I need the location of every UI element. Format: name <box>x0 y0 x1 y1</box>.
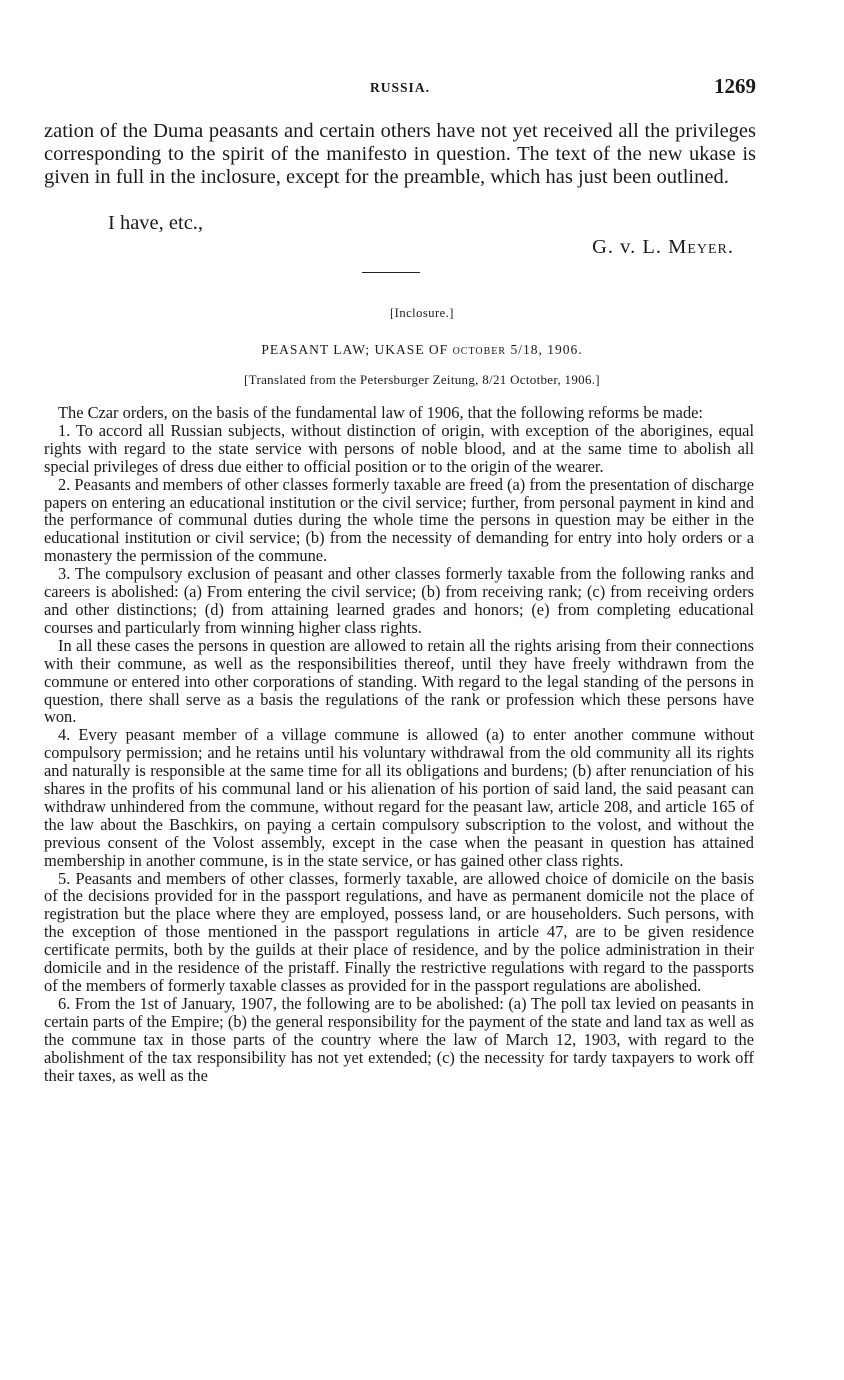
signature-name: Meyer. <box>668 236 734 258</box>
page-header <box>44 74 756 104</box>
body-paragraph: 4. Every peasant member of a village commune is allowed (a) to enter another commune without compulsory permission; and he retains until his voluntary withdrawal from the old community all its rights and naturally is responsible at the same time for all its obligations and burdens; (b) after renunciation of his shares in the profits of his communal land or his alienation of his portion of said land, the said peasant can withdraw unhindered from the commune, without regard for the peasant law, article 208, and article 165 of the law about the Baschkirs, on paying a certain compulsory subscription to the volost, and without the previous consent of the Volost assembly, except in the case when the peasant in question has attained membership in another commune, is in the state service, or has gained other class rights. <box>44 725 754 870</box>
letter-closing: I have, etc., <box>108 212 204 234</box>
translation-note: [Translated from the Petersburger Zeitung, 8/21 Octotber, 1906.] <box>244 372 600 387</box>
law-title <box>0 342 844 359</box>
page-number: 1269 <box>714 74 756 98</box>
body-paragraph: 5. Peasants and members of other classes, formerly taxable, are allowed choice of domicile on the basis of the decisions provided for in the passport regulations, and have as permanent domicile not the place of registration but the place where they are employed, possess land, or are householders. Such persons, with the exception of those mentioned in the passport regulations in article 47, are to be given residence certificate permits, both by the guilds at their place of residence, and by the police administration in their domicile and in the residence of the pristaff. Finally the restrictive regulations with regard to the passports of the members of formerly taxable classes as provided for in the passport regulations are abolished. <box>44 868 754 995</box>
inclosure-label: [Inclosure.] <box>390 306 454 320</box>
law-title-part1: PEASANT LAW; UKASE OF <box>261 342 453 357</box>
law-title-part3: 5/18, 1906. <box>506 342 583 357</box>
body-paragraph: The Czar orders, on the basis of the fundamental law of 1906, that the following reforms be made: <box>58 403 703 422</box>
signature-initials: G. v. L. <box>592 236 669 258</box>
law-title-part2: october <box>452 343 507 358</box>
running-head: RUSSIA. <box>370 80 430 95</box>
body-paragraph: 6. From the 1st of January, 1907, the following are to be abolished: (a) The poll tax levied on peasants in certain parts of the Empire; (b) the general responsibility for the payment of the state and land tax as well as the commune tax in those parts of the country where the law of March 12, 1903, with regard to the abolishment of the tax responsibility has not yet extended; (c) the necessity for tardy taxpayers to work off their taxes, as well as the <box>44 993 754 1085</box>
body-paragraph: In all these cases the persons in question are allowed to retain all the rights arising from their connections with their commune, as well as the responsibilities thereof, until they have freely withdrawn from the commune or entered into other corporations of standing. With regard to the legal standing of the persons in question, there shall serve as a basis the regulations of the rank or profession which these persons have won. <box>44 635 754 727</box>
body-paragraph: 2. Peasants and members of other classes formerly taxable are freed (a) from the presentation of discharge papers on entering an educational institution or the civil service; further, from personal payment in kind and the performance of communal duties during the whole time the persons in question may be either in the educational institution or civil service; (b) from the necessity of demanding for entry into holy orders or a monastery the permission of the commune. <box>44 474 754 566</box>
letter-conclusion <box>44 120 756 189</box>
section-divider <box>362 272 420 273</box>
signature <box>592 236 734 259</box>
body-paragraph: 1. To accord all Russian subjects, without distinction of origin, with exception of the aborigines, equal rights with regard to the state service with persons of noble blood, and at the same time to abolish all special privileges of dress due either to official position or to the origin of the wearer. <box>44 420 754 476</box>
law-body <box>44 404 754 1084</box>
body-paragraph: 3. The compulsory exclusion of peasant and other classes formerly taxable from the following ranks and careers is abolished: (a) From entering the civil service; (b) from receiving rank; (c) from receiving orders and other distinctions; (d) from attaining learned grades and honors; (e) from completing educational courses and particularly from winning higher class rights. <box>44 564 754 637</box>
letter-paragraph: zation of the Duma peasants and certain others have not yet received all the privileges corresponding to the spirit of the manifesto in question. The text of the new ukase is given in full in the inclosure, except for the preamble, which has just been outlined. <box>44 120 756 188</box>
